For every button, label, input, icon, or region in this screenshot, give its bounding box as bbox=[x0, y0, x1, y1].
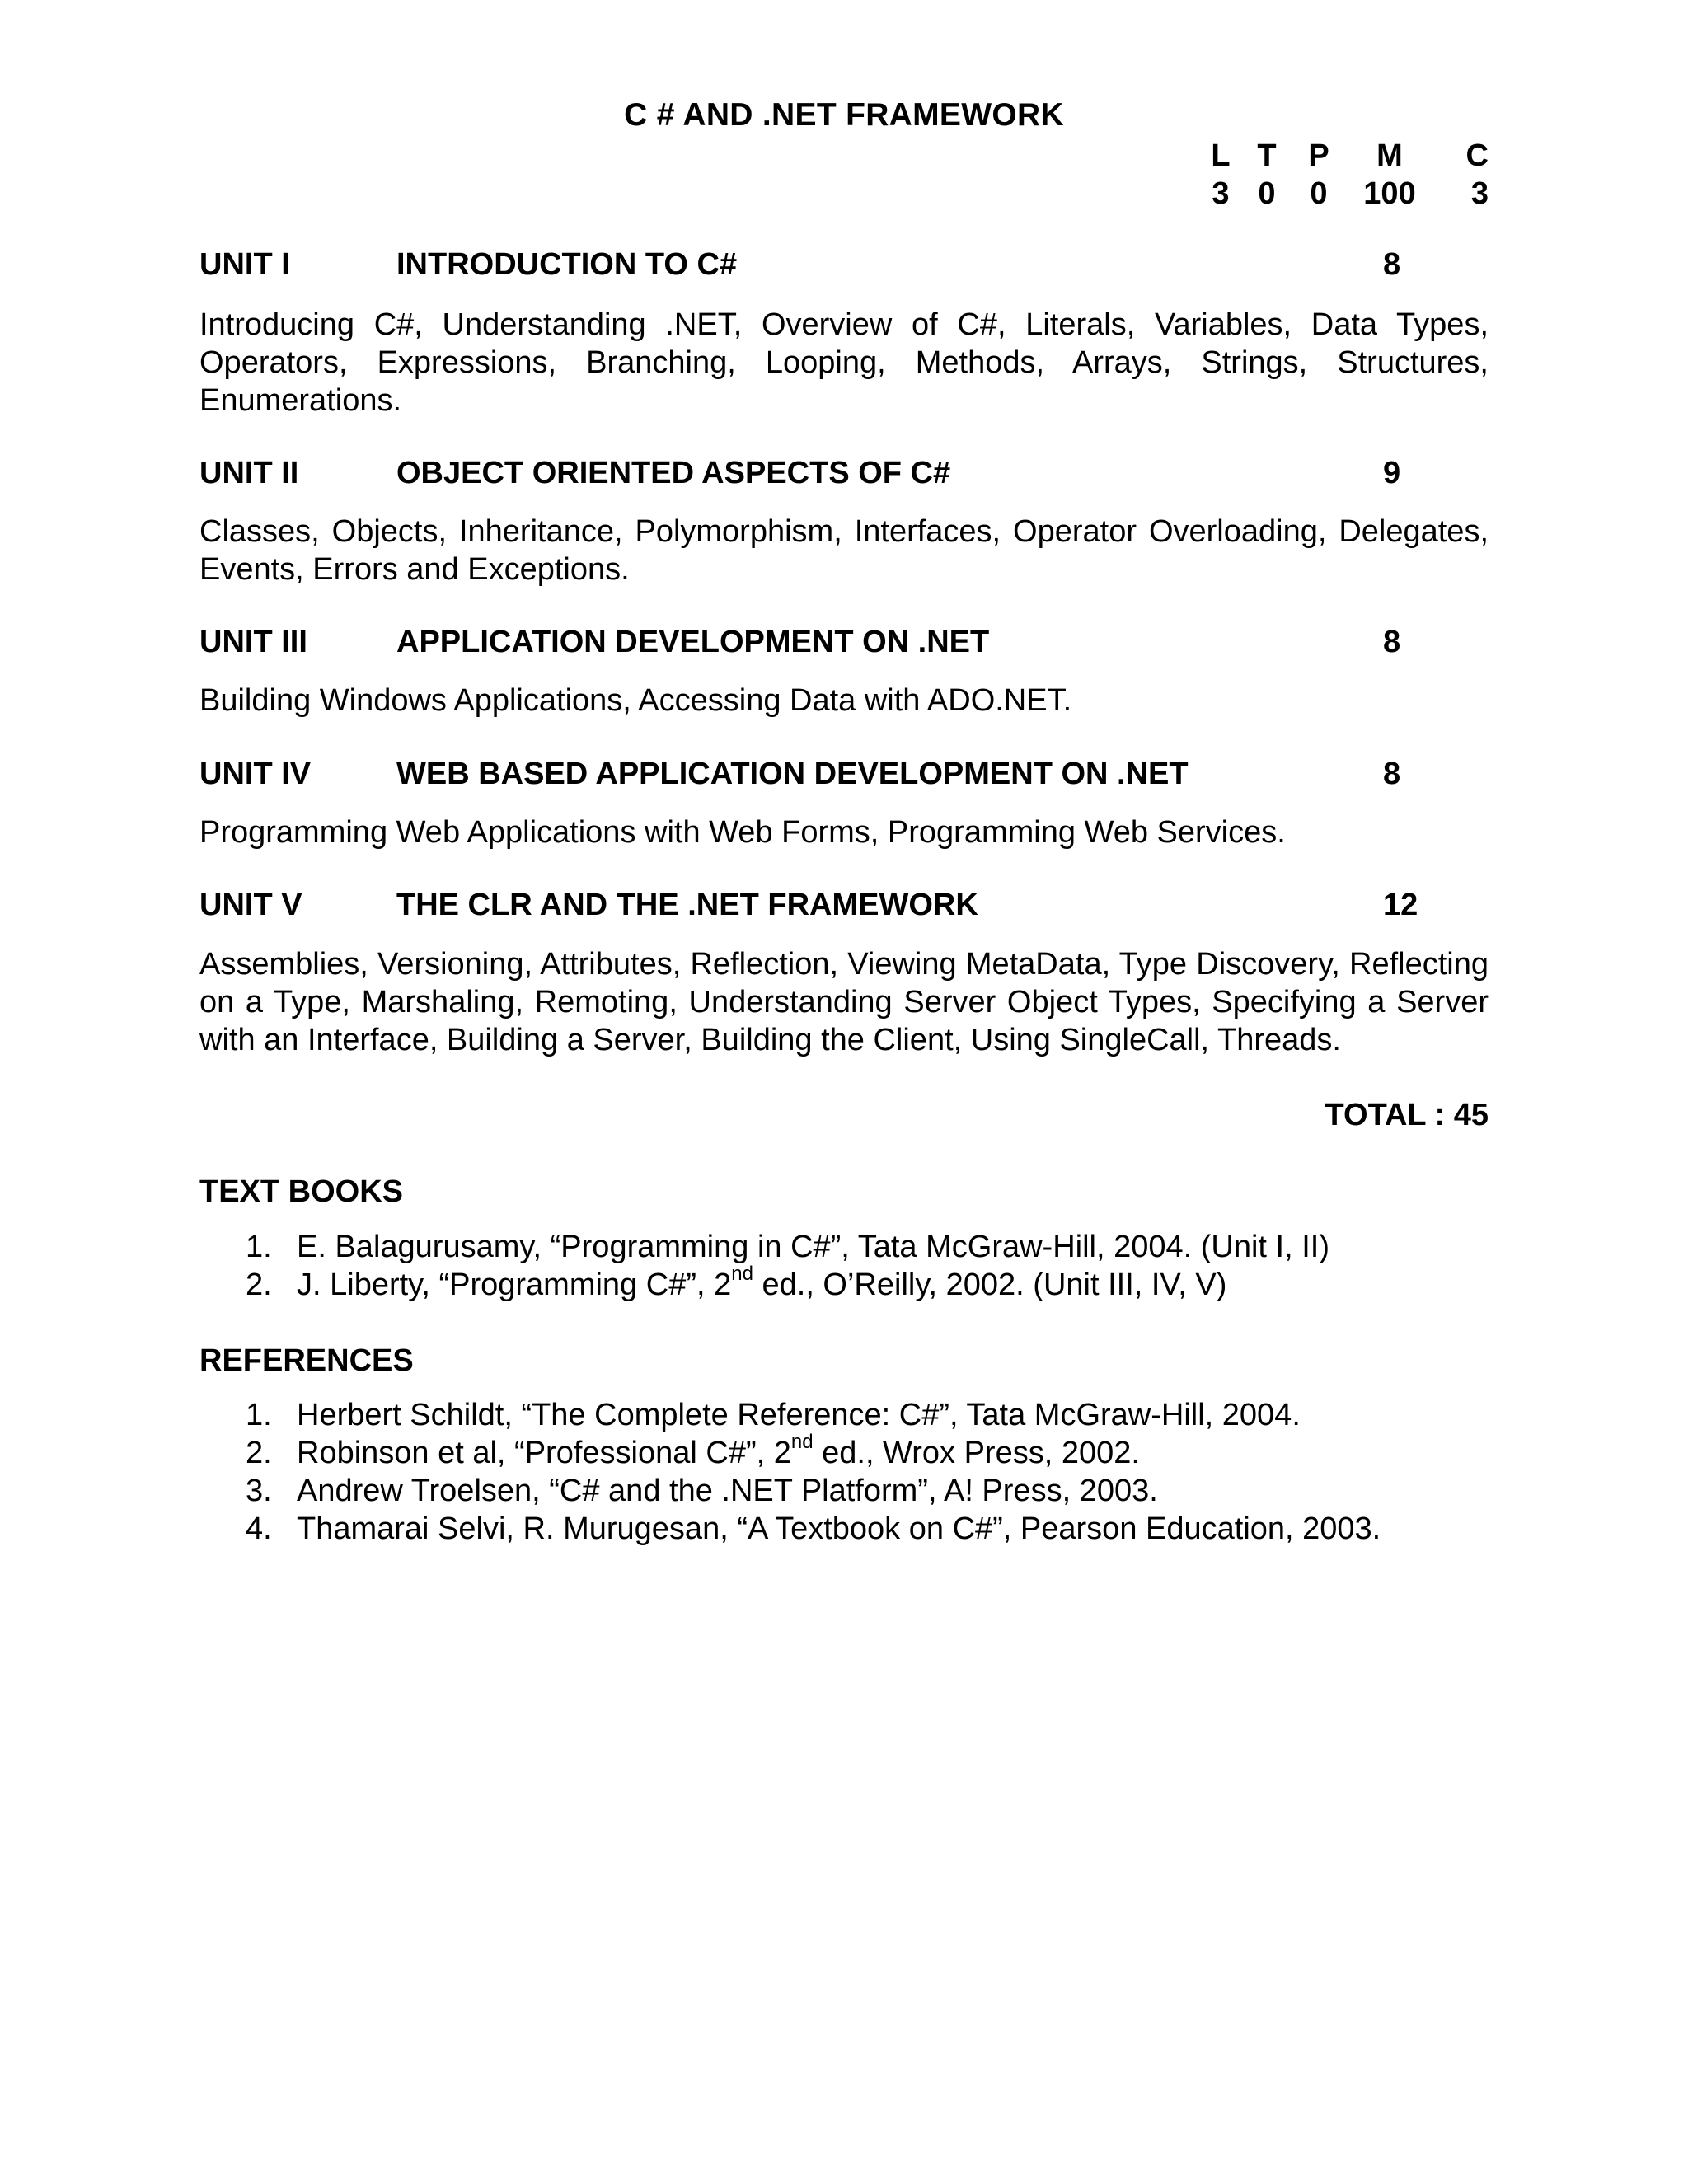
ordinal-superscript: nd bbox=[790, 1431, 814, 1454]
unit-title: APPLICATION DEVELOPMENT ON .NET bbox=[396, 625, 990, 659]
unit-5-heading bbox=[199, 888, 1489, 927]
list-item-text bbox=[297, 1228, 1329, 1266]
credit-value-t: 0 bbox=[1258, 176, 1276, 211]
credits-table bbox=[1202, 137, 1489, 213]
unit-5-content: Assemblies, Versioning, Attributes, Reflection, Viewing MetaData, Type Discovery, Reflecting on a Type, Marshaling, Remoting, Understanding Server Object Types, Specifying a Server with an Interface, Building a Server, Building the Client, Using SingleCall, Threads. bbox=[199, 947, 1489, 1057]
unit-hours: 9 bbox=[1383, 456, 1401, 490]
unit-title: WEB BASED APPLICATION DEVELOPMENT ON .NET bbox=[396, 757, 1189, 791]
list-item bbox=[199, 1228, 1489, 1266]
list-item-text bbox=[297, 1472, 1158, 1510]
unit-2-heading bbox=[199, 456, 1489, 495]
list-item-number: 2. bbox=[246, 1436, 272, 1470]
list-item-text bbox=[297, 1396, 1301, 1434]
list-item-text bbox=[297, 1263, 1227, 1304]
credit-value-m: 100 bbox=[1363, 176, 1416, 211]
unit-number: UNIT III bbox=[199, 625, 307, 659]
credit-value-l: 3 bbox=[1212, 176, 1230, 211]
unit-hours: 8 bbox=[1383, 757, 1401, 791]
reference-citation: Thamarai Selvi, R. Murugesan, “A Textbook on C#”, Pearson Education, 2003. bbox=[297, 1511, 1381, 1546]
list-item-text bbox=[297, 1510, 1381, 1548]
list-item bbox=[199, 1396, 1489, 1434]
unit-1-heading bbox=[199, 247, 1489, 287]
reference-citation: Herbert Schildt, “The Complete Reference: C#”, Tata McGraw-Hill, 2004. bbox=[297, 1398, 1301, 1432]
unit-number: UNIT I bbox=[199, 247, 290, 282]
unit-hours: 8 bbox=[1383, 247, 1401, 282]
syllabus-page bbox=[199, 0, 1489, 2184]
credit-header-m: M bbox=[1376, 138, 1403, 173]
reference-citation: Andrew Troelsen, “C# and the .NET Platform”, A! Press, 2003. bbox=[297, 1474, 1158, 1508]
unit-hours: 8 bbox=[1383, 625, 1401, 659]
unit-4-heading bbox=[199, 757, 1489, 796]
list-item bbox=[199, 1472, 1489, 1510]
text-books-heading: TEXT BOOKS bbox=[199, 1174, 404, 1209]
unit-title: OBJECT ORIENTED ASPECTS OF C# bbox=[396, 456, 951, 490]
list-item bbox=[199, 1510, 1489, 1548]
unit-number: UNIT V bbox=[199, 888, 302, 922]
text-book-citation: E. Balagurusamy, “Programming in C#”, Tata McGraw-Hill, 2004. (Unit I, II) bbox=[297, 1230, 1329, 1264]
list-item-number: 1. bbox=[246, 1230, 272, 1264]
list-item-number: 3. bbox=[246, 1474, 272, 1508]
references-heading: REFERENCES bbox=[199, 1343, 414, 1378]
ordinal-superscript: nd bbox=[731, 1263, 753, 1286]
unit-2-content: Classes, Objects, Inheritance, Polymorphism, Interfaces, Operator Overloading, Delegates, Events, Errors and Exceptions. bbox=[199, 514, 1489, 587]
unit-hours: 12 bbox=[1383, 888, 1418, 922]
unit-title: INTRODUCTION TO C# bbox=[396, 247, 738, 282]
unit-number: UNIT II bbox=[199, 456, 299, 490]
unit-number: UNIT IV bbox=[199, 757, 312, 791]
list-item-text bbox=[297, 1431, 1140, 1472]
credit-header-t: T bbox=[1257, 138, 1277, 173]
unit-4-content: Programming Web Applications with Web Forms, Programming Web Services. bbox=[199, 815, 1286, 850]
text-books-list bbox=[199, 1228, 1489, 1304]
unit-3-heading bbox=[199, 625, 1489, 664]
credit-header-p: P bbox=[1308, 138, 1329, 173]
unit-3-content: Building Windows Applications, Accessing Data with ADO.NET. bbox=[199, 683, 1072, 718]
reference-citation: Robinson et al, “Professional C#”, 2 bbox=[297, 1436, 791, 1470]
list-item-number: 2. bbox=[246, 1268, 272, 1302]
reference-citation-rest: ed., Wrox Press, 2002. bbox=[813, 1436, 1140, 1470]
credit-value-p: 0 bbox=[1310, 176, 1328, 211]
total-hours: TOTAL : 45 bbox=[1325, 1098, 1489, 1132]
list-item bbox=[199, 1431, 1489, 1472]
course-title: C # AND .NET FRAMEWORK bbox=[624, 97, 1064, 133]
credit-header-l: L bbox=[1211, 138, 1231, 173]
credit-value-c: 3 bbox=[1470, 176, 1489, 211]
list-item bbox=[199, 1263, 1489, 1304]
list-item-number: 1. bbox=[246, 1398, 272, 1432]
list-item-number: 4. bbox=[246, 1511, 272, 1546]
unit-title: THE CLR AND THE .NET FRAMEWORK bbox=[396, 888, 978, 922]
credits-header-row bbox=[1202, 137, 1489, 175]
unit-1-content: Introducing C#, Understanding .NET, Overview of C#, Literals, Variables, Data Types, Operators, Expressions, Branching, Looping, Methods, Arrays, Strings, Structures, Enumerations. bbox=[199, 307, 1489, 418]
credit-header-c: C bbox=[1465, 138, 1489, 173]
credits-value-row bbox=[1202, 175, 1489, 213]
text-book-citation: J. Liberty, “Programming C#”, 2 bbox=[297, 1268, 732, 1302]
references-list bbox=[199, 1396, 1489, 1548]
text-book-citation-rest: ed., O’Reilly, 2002. (Unit III, IV, V) bbox=[753, 1268, 1227, 1302]
